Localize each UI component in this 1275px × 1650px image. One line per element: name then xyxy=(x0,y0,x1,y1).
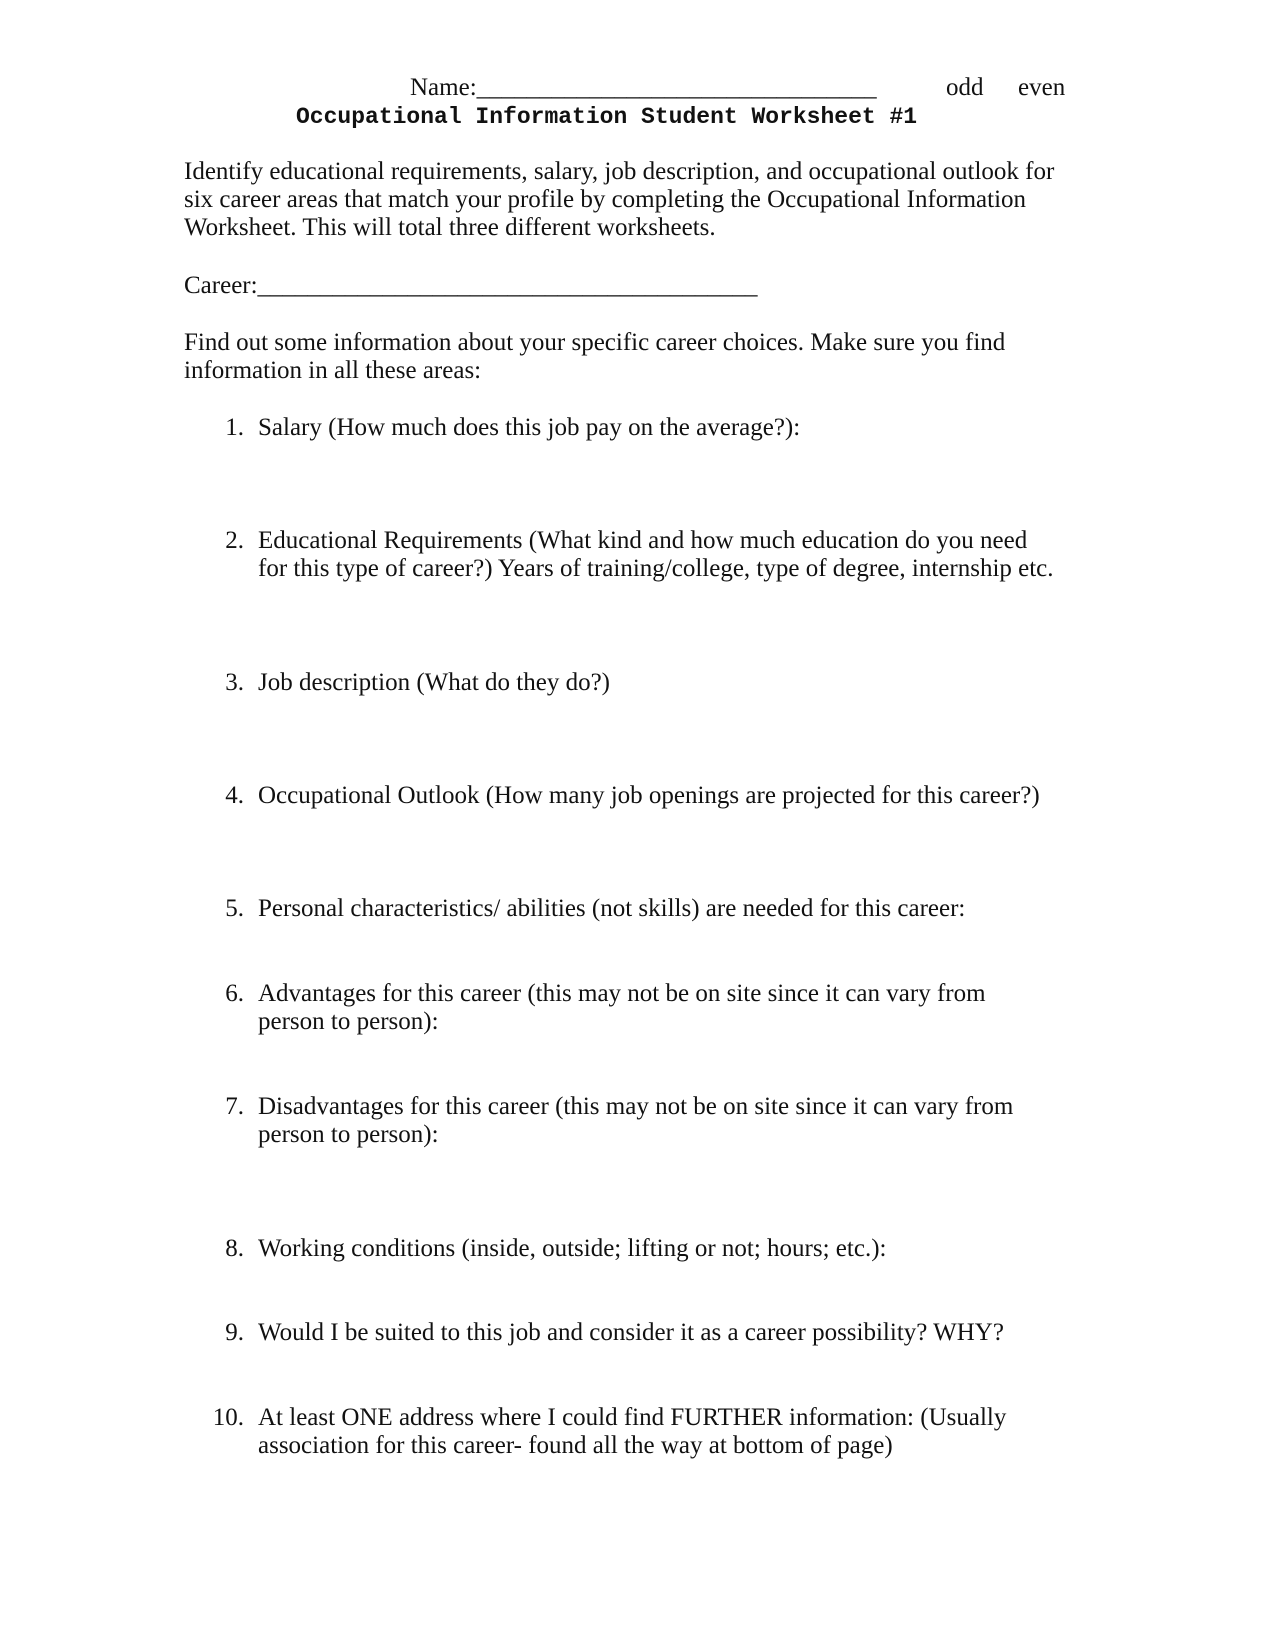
intro-paragraph: Identify educational requirements, salary, job description, and occupational outlook for six career areas that match your profile by completing the Occupational Information Worksheet. This will total three different worksheets. xyxy=(184,158,1055,241)
item-text: At least ONE address where I could find FURTHER information: (Usually association for this career- found all the way at bottom of page) xyxy=(258,1404,1007,1459)
item-text: Salary (How much does this job pay on the average?): xyxy=(258,414,801,441)
item-text: Advantages for this career (this may not be on site since it can vary from person to person): xyxy=(258,980,986,1035)
item-text: Educational Requirements (What kind and how much education do you need for this type of career?) Years of training/college, type of degree, internship etc. xyxy=(258,527,1054,582)
item-number: 7. xyxy=(225,1093,244,1120)
item-text: Personal characteristics/ abilities (not skills) are needed for this career: xyxy=(258,895,966,922)
page-title: Occupational Information Student Worksheet #1 xyxy=(296,104,918,130)
name-field-label: Name:________________________________ xyxy=(410,74,877,101)
career-field-label: Career:________________________________________ xyxy=(184,272,758,299)
item-number: 4. xyxy=(225,782,244,809)
item-number: 3. xyxy=(225,669,244,696)
item-number: 1. xyxy=(225,414,244,441)
item-number: 9. xyxy=(225,1319,244,1346)
item-text: Working conditions (inside, outside; lifting or not; hours; etc.): xyxy=(258,1235,887,1262)
item-number: 6. xyxy=(225,980,244,1007)
item-number: 10. xyxy=(212,1404,244,1431)
even-option: even xyxy=(1018,74,1066,101)
item-number: 5. xyxy=(225,895,244,922)
item-text: Job description (What do they do?) xyxy=(258,669,610,696)
item-text: Occupational Outlook (How many job openings are projected for this career?) xyxy=(258,782,1040,809)
odd-option: odd xyxy=(946,74,984,101)
instructions-paragraph: Find out some information about your specific career choices. Make sure you find information in all these areas: xyxy=(184,329,1006,384)
item-text: Would I be suited to this job and consider it as a career possibility? WHY? xyxy=(258,1319,1004,1346)
item-number: 8. xyxy=(225,1235,244,1262)
item-number: 2. xyxy=(225,527,244,554)
item-text: Disadvantages for this career (this may not be on site since it can vary from person to person): xyxy=(258,1093,1014,1148)
